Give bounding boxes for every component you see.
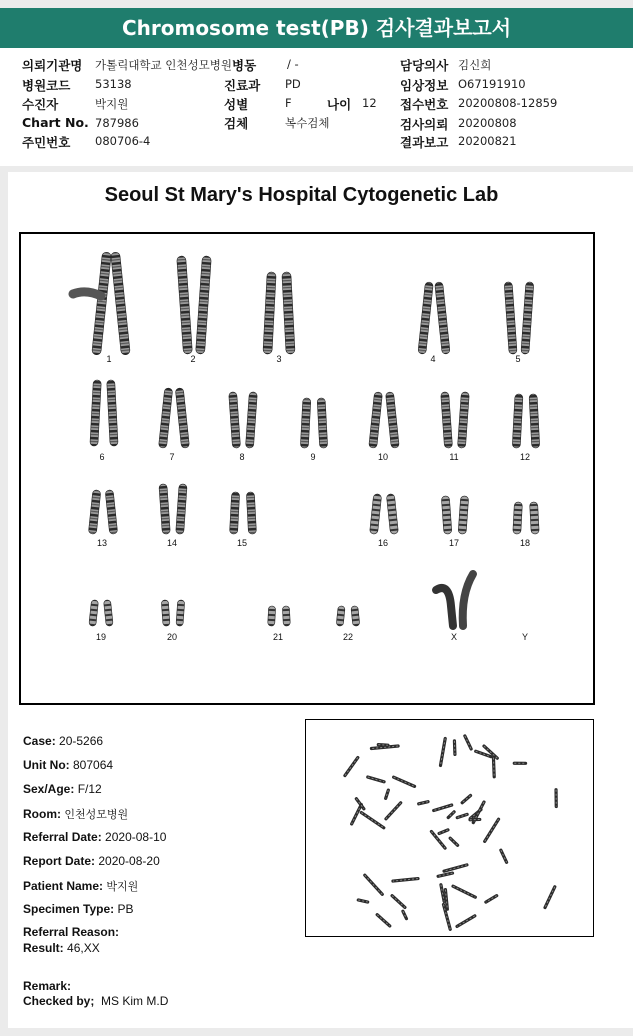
patient-value: 박지원 [95, 97, 129, 111]
ward-value: / - [287, 57, 299, 71]
chromosome-label-2: 2 [190, 354, 196, 364]
specimen-type-value: PB [117, 902, 134, 916]
checked-value: MS Kim M.D [101, 994, 169, 1008]
referral-reason-line [23, 925, 119, 939]
referral-date-label: Referral Date: [23, 830, 102, 844]
unit-label: Unit No: [23, 758, 70, 772]
rrn-label: 주민번호 [22, 135, 71, 150]
chromosome-label-14: 14 [166, 538, 178, 548]
chromosome-pair-19 [89, 600, 113, 627]
chromosome-pair-15 [230, 492, 257, 534]
rrn-value: 080706-4 [95, 134, 151, 148]
case-line [23, 734, 103, 748]
result-report-value: 20200821 [458, 134, 517, 148]
sexage-line [23, 782, 102, 796]
checked-line [23, 994, 168, 1008]
report-title-banner [0, 8, 633, 48]
sexage-value: F/12 [77, 782, 102, 796]
chromosome-label-5: 5 [515, 354, 521, 364]
patient-name-line [23, 878, 138, 894]
receipt-value: 20200808-12859 [458, 96, 558, 110]
chromosome-pair-4 [418, 282, 450, 354]
chromosome-pair-22 [336, 606, 360, 627]
chromosome-pair-14 [159, 484, 187, 534]
hospital-code-label: 병원코드 [22, 78, 71, 93]
metaphase-spread-image [306, 720, 592, 935]
metaphase-panel [305, 719, 594, 937]
remark-line [23, 979, 71, 993]
report-date-value: 2020-08-20 [98, 854, 160, 868]
referral-date-line [23, 830, 166, 844]
chromosome-label-20: 20 [166, 632, 178, 642]
chromosome-label-16: 16 [377, 538, 389, 548]
chromosome-pair-13 [88, 490, 117, 535]
result-line [23, 941, 100, 955]
unit-value: 807064 [73, 758, 114, 772]
chromosome-pair-18 [513, 502, 539, 534]
chromosome-pair-16 [370, 494, 399, 535]
specimen-label: 검체 [224, 116, 249, 131]
chromosome-pair-x [436, 574, 473, 626]
dept-value: PD [285, 77, 301, 91]
chromosome-label-18: 18 [519, 538, 531, 548]
sexage-label: Sex/Age: [23, 782, 75, 796]
chromosome-pair-7 [158, 388, 189, 449]
referral-date-value: 2020-08-10 [105, 830, 167, 844]
referral-reason-label: Referral Reason: [23, 925, 120, 939]
chromosome-label-3: 3 [276, 354, 282, 364]
chromosome-label-15: 15 [236, 538, 248, 548]
chromosome-pair-2 [177, 256, 212, 354]
room-value: 인천성모병원 [64, 809, 129, 821]
doctor-value: 김신희 [458, 58, 492, 72]
chromosome-label-1: 1 [106, 354, 112, 364]
sex-label: 성별 [224, 97, 249, 112]
chromosome-label-7: 7 [169, 452, 175, 462]
chromosome-label-21: 21 [272, 632, 284, 642]
chromosome-label-x: X [450, 632, 458, 642]
chromosome-pair-12 [512, 394, 540, 448]
chart-label: Chart No. [22, 115, 89, 130]
request-value: 20200808 [458, 116, 517, 130]
karyotype-panel [19, 232, 595, 705]
chromosome-pair-3 [263, 272, 295, 354]
room-line [23, 806, 128, 822]
sex-value: F [285, 96, 292, 110]
chromosome-label-19: 19 [95, 632, 107, 642]
chromosome-pair-10 [369, 392, 400, 449]
chromosome-label-8: 8 [239, 452, 245, 462]
chromosome-label-y: Y [521, 632, 529, 642]
chromosome-pair-9 [300, 398, 327, 448]
chromosome-label-22: 22 [342, 632, 354, 642]
lab-title: Seoul St Mary's Hospital Cytogenetic Lab [104, 184, 499, 206]
chromosome-pair-21 [268, 606, 291, 626]
report-date-line [23, 854, 160, 868]
result-report-label: 결과보고 [400, 135, 449, 150]
patient-name-label: Patient Name: [23, 879, 104, 893]
chromosome-1-bent-arm [73, 292, 101, 296]
bottom-strip [0, 1028, 633, 1036]
chromosome-label-10: 10 [377, 452, 389, 462]
chromosome-label-17: 17 [448, 538, 460, 548]
institution-value: 가톨릭대학교 인천성모병원 [95, 58, 232, 72]
chromosome-pair-20 [161, 600, 184, 626]
dept-label: 진료과 [224, 78, 261, 93]
receipt-label: 접수번호 [400, 97, 449, 112]
specimen-type-line [23, 902, 134, 916]
report-title: Chromosome test(PB) 검사결과보고서 [121, 16, 512, 40]
remark-label: Remark: [23, 979, 72, 993]
clinical-value: O67191910 [458, 77, 526, 91]
clinical-label: 임상정보 [400, 78, 449, 93]
chromosome-label-12: 12 [519, 452, 531, 462]
age-value: 12 [362, 96, 377, 110]
patient-name-value: 박지원 [106, 881, 139, 893]
case-value: 20-5266 [59, 734, 104, 748]
institution-label: 의뢰기관명 [22, 58, 83, 73]
age-label: 나이 [327, 97, 352, 112]
hospital-code-value: 53138 [95, 77, 132, 91]
result-value: 46,XX [67, 941, 100, 955]
karyotype-image [21, 234, 593, 703]
specimen-type-label: Specimen Type: [23, 902, 115, 916]
unit-line [23, 758, 113, 772]
chromosome-label-6: 6 [99, 452, 105, 462]
metaphase-chromosomes [345, 736, 556, 929]
ward-label: 병동 [232, 58, 257, 73]
chromosome-pair-17 [441, 496, 468, 534]
chromosome-pair-6 [90, 380, 118, 446]
patient-label: 수진자 [22, 97, 59, 112]
chromosome-pair-11 [441, 392, 470, 448]
chromosome-label-13: 13 [96, 538, 108, 548]
chromosome-pair-8 [229, 392, 258, 448]
chromosome-label-9: 9 [310, 452, 316, 462]
chromosome-pair-5 [504, 282, 534, 354]
chart-value: 787986 [95, 116, 139, 130]
chromosome-label-4: 4 [430, 354, 436, 364]
request-label: 검사의뢰 [400, 117, 449, 132]
specimen-value: 복수검체 [285, 116, 330, 130]
doctor-label: 담당의사 [400, 58, 449, 73]
patient-info-panel [0, 48, 633, 166]
chromosome-pair-1 [92, 252, 131, 355]
report-date-label: Report Date: [23, 854, 96, 868]
case-label: Case: [23, 734, 56, 748]
room-label: Room: [23, 807, 61, 821]
result-label: Result: [23, 941, 64, 955]
chromosome-label-11: 11 [449, 452, 459, 462]
checked-label: Checked by; [23, 994, 95, 1008]
